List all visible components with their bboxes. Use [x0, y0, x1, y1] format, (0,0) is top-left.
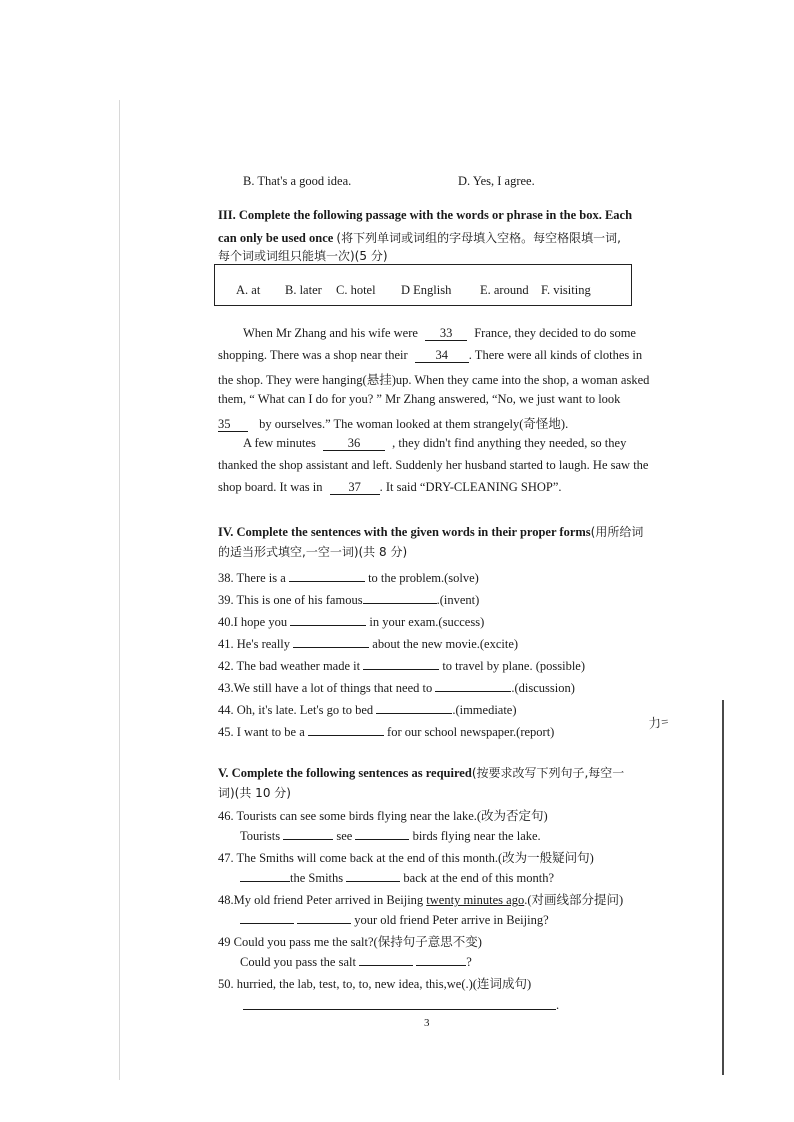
answer-blank[interactable]	[346, 869, 400, 882]
passage-line-1	[243, 326, 636, 341]
question-44	[218, 701, 517, 718]
section3-title-cn: (将下列单词或词组的字母填入空格。每空格限填一词,	[336, 231, 621, 245]
passage-text: shop board. It was in	[218, 480, 323, 494]
question-text: .(discussion)	[511, 681, 575, 695]
question-text: .(对画线部分提问)	[524, 893, 624, 907]
word-option-c: C. hotel	[336, 283, 376, 297]
answer-50-period: .	[556, 998, 560, 1012]
handwritten-note: 力=	[647, 713, 670, 732]
section3-title	[218, 208, 632, 223]
question-43	[218, 679, 575, 696]
page-number: 3	[424, 1017, 430, 1029]
passage-text: . It said “DRY-CLEANING SHOP”.	[379, 480, 562, 494]
answer-47	[240, 869, 554, 886]
answer-blank[interactable]	[435, 679, 511, 692]
word-option-d: D English	[401, 283, 452, 297]
answer-blank[interactable]	[376, 701, 452, 714]
answer-blank[interactable]	[363, 657, 439, 670]
section3-title-en2: can only be used once	[218, 231, 334, 245]
word-option-e: E. around	[480, 283, 529, 297]
question-text: 41. He's really	[218, 637, 291, 651]
section4-title-cn2: 的适当形式填空,一空一词)(共 8 分)	[218, 545, 408, 559]
question-42	[218, 657, 585, 674]
section5-title-cn: (按要求改写下列句子,每空一	[471, 766, 625, 780]
answer-blank[interactable]	[240, 869, 290, 882]
section3-title-en: III. Complete the following passage with the words or phrase in the box. Each	[218, 208, 633, 222]
word-option-f: F. visiting	[541, 283, 591, 297]
answer-blank[interactable]	[355, 827, 409, 840]
question-text: to travel by plane. (possible)	[442, 659, 585, 673]
answer-blank[interactable]	[297, 911, 351, 924]
section3-title-cn2: 每个词或词组只能填一次)(5 分)	[218, 249, 388, 263]
answer-blank[interactable]	[416, 953, 466, 966]
question-text: 42. The bad weather made it	[218, 659, 361, 673]
passage-text: . There were all kinds of clothes in	[468, 348, 643, 362]
answer-blank[interactable]	[363, 591, 437, 604]
question-39	[218, 591, 479, 608]
option-d: D. Yes, I agree.	[458, 174, 535, 188]
question-text: to the problem.(solve)	[368, 571, 479, 585]
blank-37: 37	[330, 481, 380, 495]
question-text: 44. Oh, it's late. Let's go to bed	[218, 703, 374, 717]
section5-title	[218, 764, 624, 781]
question-text: in your exam.(success)	[369, 615, 485, 629]
blank-34: 34	[415, 349, 469, 363]
blank-33: 33	[425, 327, 467, 341]
answer-49	[240, 953, 472, 970]
word-option-a: A. at	[236, 283, 261, 297]
question-40	[218, 613, 484, 630]
passage-text: France, they decided to do some	[474, 326, 636, 340]
underlined-phrase: twenty minutes ago	[426, 893, 525, 907]
answer-text: birds flying near the lake.	[412, 829, 541, 843]
passage-line-6	[243, 436, 626, 451]
question-text: 38. There is a	[218, 571, 286, 585]
answer-blank[interactable]	[359, 953, 413, 966]
section4-title-en: IV. Complete the sentences with the given words in their proper forms	[218, 525, 591, 539]
question-text: about the new movie.(excite)	[372, 637, 519, 651]
blank-36: 36	[323, 437, 385, 451]
section3-title-line2	[218, 229, 621, 246]
passage-line-8	[218, 480, 562, 495]
answer-text: see	[336, 829, 353, 843]
answer-text: Tourists	[240, 829, 281, 843]
passage-text: , they didn't find anything they needed, so they	[392, 436, 627, 450]
answer-text: back at the end of this month?	[403, 871, 555, 885]
answer-46	[240, 827, 541, 844]
question-text: 39. This is one of his famous	[218, 593, 363, 607]
question-38	[218, 569, 479, 586]
answer-blank[interactable]	[289, 569, 365, 582]
question-49: 49 Could you pass me the salt?(保持句子意思不变)	[218, 935, 482, 949]
answer-text: the Smiths	[290, 871, 344, 885]
passage-text: A few minutes	[243, 436, 316, 450]
question-text: .(immediate)	[452, 703, 517, 717]
question-text: 43.We still have a lot of things that need to	[218, 681, 433, 695]
word-option-b: B. later	[285, 283, 322, 297]
question-text: for our school newspaper.(report)	[387, 725, 555, 739]
word-box	[214, 264, 632, 306]
answer-text: Could you pass the salt	[240, 955, 356, 969]
question-47: 47. The Smiths will come back at the end of this month.(改为一般疑问句)	[218, 851, 594, 865]
question-text: 48.My old friend Peter arrived in Beijing	[218, 893, 427, 907]
passage-line-2	[218, 348, 642, 363]
question-41	[218, 635, 518, 652]
question-text: .(invent)	[436, 593, 480, 607]
passage-text: by ourselves.” The woman looked at them strangely(奇怪地).	[259, 417, 569, 431]
passage-line-7: thanked the shop assistant and left. Suddenly her husband started to laugh. He saw the	[218, 458, 649, 472]
answer-line-50[interactable]	[243, 1009, 556, 1010]
passage-text: shopping. There was a shop near their	[218, 348, 408, 362]
answer-48	[240, 911, 549, 928]
section4-title-cn: (用所给词	[590, 525, 644, 539]
answer-text: your old friend Peter arrive in Beijing?	[354, 913, 549, 927]
passage-line-3: the shop. They were hanging(悬挂)up. When they came into the shop, a woman asked	[218, 373, 650, 387]
section5-title-en: V. Complete the following sentences as required	[218, 766, 472, 780]
answer-blank[interactable]	[283, 827, 333, 840]
question-46: 46. Tourists can see some birds flying near the lake.(改为否定句)	[218, 809, 548, 823]
question-48	[218, 890, 623, 908]
section4-title	[218, 523, 643, 540]
answer-text: ?	[466, 955, 472, 969]
scan-edge-left	[119, 100, 120, 1080]
answer-blank[interactable]	[308, 723, 384, 736]
passage-line-4: them, “ What can I do for you? ” Mr Zhang answered, “No, we just want to look	[218, 392, 621, 406]
question-text: 45. I want to be a	[218, 725, 305, 739]
scan-edge-right	[722, 700, 724, 1075]
question-45	[218, 723, 554, 740]
question-50: 50. hurried, the lab, test, to, to, new idea, this,we(.)(连词成句)	[218, 977, 532, 991]
passage-text: When Mr Zhang and his wife were	[243, 326, 418, 340]
question-text: 40.I hope you	[218, 615, 288, 629]
passage-line-5	[218, 414, 568, 432]
blank-35: 35	[218, 418, 248, 432]
answer-blank[interactable]	[290, 613, 366, 626]
option-b: B. That's a good idea.	[243, 174, 352, 188]
answer-blank[interactable]	[240, 911, 294, 924]
answer-blank[interactable]	[293, 635, 369, 648]
section5-title-cn2: 词)(共 10 分)	[218, 786, 291, 800]
